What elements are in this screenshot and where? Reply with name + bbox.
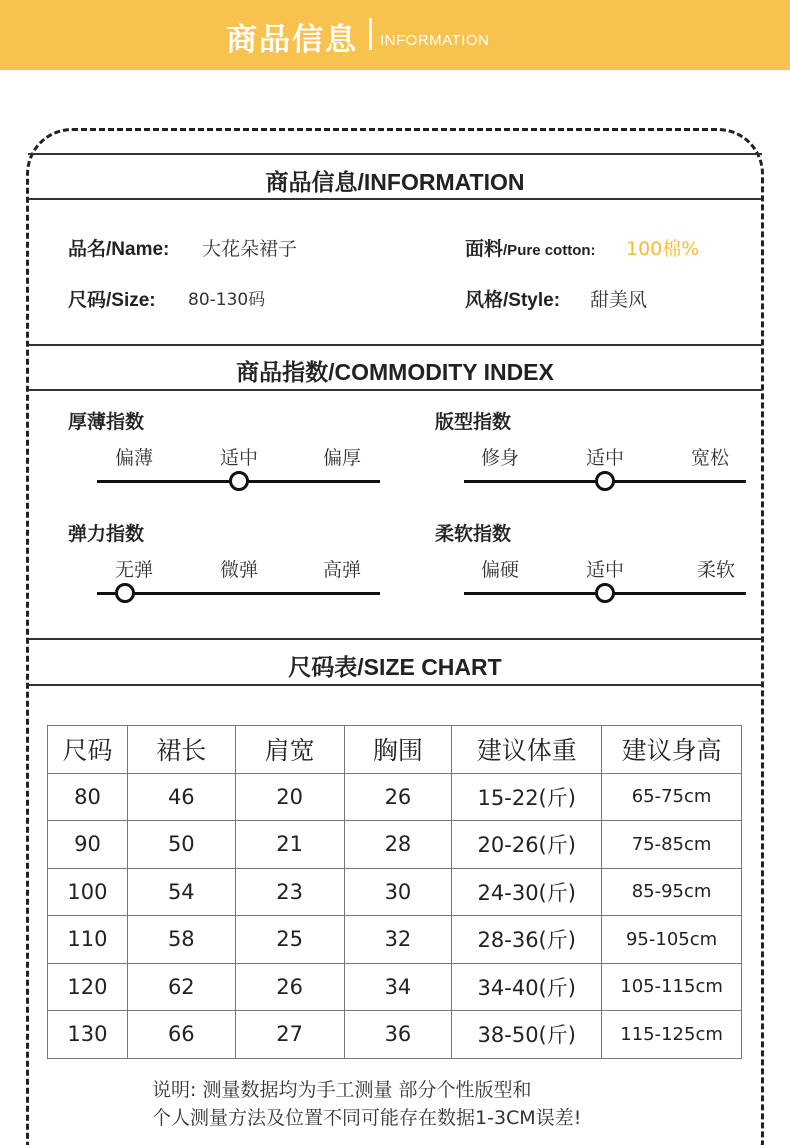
- index-slider-knob: [595, 583, 615, 603]
- section-divider: [28, 344, 762, 346]
- table-cell: 95-105cm: [602, 916, 742, 964]
- table-row: [48, 1011, 742, 1059]
- section-divider: [28, 153, 762, 155]
- table-cell: 38-50(斤): [452, 1011, 602, 1059]
- table-header-cell: 裙长: [127, 726, 235, 774]
- index-option: 柔软: [696, 559, 735, 581]
- table-cell: 46: [127, 773, 235, 821]
- table-header-cell: 胸围: [344, 726, 452, 774]
- banner-title: 商品信息: [226, 22, 358, 58]
- table-cell: 80: [48, 773, 128, 821]
- header-banner: [0, 0, 790, 70]
- section-divider: [28, 198, 762, 200]
- table-cell: 62: [127, 963, 235, 1011]
- table-cell: 54: [127, 868, 235, 916]
- index-option: 适中: [585, 559, 624, 581]
- table-cell: 15-22(斤): [452, 773, 602, 821]
- note-line-2: 个人测量方法及位置不同可能存在数据1-3CM误差!: [152, 1107, 582, 1129]
- table-cell: 30: [344, 868, 452, 916]
- name-value: 大花朵裙子: [202, 238, 298, 260]
- banner-subtitle: INFORMATION: [380, 32, 490, 49]
- table-cell: 27: [235, 1011, 344, 1059]
- table-cell: 36: [344, 1011, 452, 1059]
- section-divider: [28, 389, 762, 391]
- index-title: 柔软指数: [435, 523, 512, 545]
- section-divider: [28, 638, 762, 640]
- index-title: 版型指数: [435, 411, 512, 433]
- table-cell: 75-85cm: [602, 821, 742, 869]
- table-header-cell: 肩宽: [235, 726, 344, 774]
- name-label: 品名/Name:: [68, 239, 170, 260]
- table-cell: 24-30(斤): [452, 868, 602, 916]
- table-cell: 65-75cm: [602, 773, 742, 821]
- index-option: 无弹: [114, 559, 153, 581]
- style-value: 甜美风: [590, 289, 648, 311]
- index-option: 高弹: [322, 559, 361, 581]
- index-option: 偏硬: [480, 559, 519, 581]
- table-cell: 20-26(斤): [452, 821, 602, 869]
- table-cell: 105-115cm: [602, 963, 742, 1011]
- table-header-cell: 建议身高: [602, 726, 742, 774]
- fabric-label: [465, 234, 596, 261]
- index-option: 微弹: [219, 559, 258, 581]
- index-option: 适中: [585, 447, 624, 469]
- table-cell: 85-95cm: [602, 868, 742, 916]
- table-row: [48, 916, 742, 964]
- fabric-label-main: 面料: [465, 239, 504, 260]
- table-cell: 26: [344, 773, 452, 821]
- table-cell: 130: [48, 1011, 128, 1059]
- fabric-value: 100棉%: [626, 238, 700, 260]
- table-row: [48, 963, 742, 1011]
- section-title-commodity-index: 商品指数/COMMODITY INDEX: [236, 359, 554, 385]
- table-header-cell: 尺码: [48, 726, 128, 774]
- table-cell: 66: [127, 1011, 235, 1059]
- fabric-label-sub: /Pure cotton:: [503, 242, 596, 259]
- index-option: 适中: [219, 447, 258, 469]
- index-slider-track: [97, 592, 380, 595]
- table-cell: 23: [235, 868, 344, 916]
- index-title: 厚薄指数: [68, 411, 145, 433]
- table-row: [48, 773, 742, 821]
- style-label: 风格/Style:: [465, 290, 561, 311]
- table-cell: 100: [48, 868, 128, 916]
- table-cell: 50: [127, 821, 235, 869]
- table-cell: 26: [235, 963, 344, 1011]
- section-title-size-chart: 尺码表/SIZE CHART: [288, 654, 502, 680]
- table-row: [48, 821, 742, 869]
- section-divider: [28, 684, 762, 686]
- index-option: 修身: [480, 447, 519, 469]
- size-value: 80-130码: [188, 290, 266, 310]
- table-cell: 34: [344, 963, 452, 1011]
- section-title-information: 商品信息/INFORMATION: [265, 169, 525, 195]
- size-chart-table: [47, 725, 742, 1059]
- table-cell: 115-125cm: [602, 1011, 742, 1059]
- table-cell: 120: [48, 963, 128, 1011]
- table-cell: 21: [235, 821, 344, 869]
- index-title: 弹力指数: [68, 523, 145, 545]
- table-cell: 25: [235, 916, 344, 964]
- table-header-cell: 建议体重: [452, 726, 602, 774]
- table-cell: 110: [48, 916, 128, 964]
- index-slider-knob: [595, 471, 615, 491]
- size-label: 尺码/Size:: [68, 290, 156, 311]
- index-slider-knob: [229, 471, 249, 491]
- table-cell: 32: [344, 916, 452, 964]
- index-option: 偏薄: [114, 447, 153, 469]
- table-cell: 90: [48, 821, 128, 869]
- table-cell: 20: [235, 773, 344, 821]
- table-cell: 58: [127, 916, 235, 964]
- table-cell: 34-40(斤): [452, 963, 602, 1011]
- index-option: 宽松: [690, 447, 729, 469]
- table-cell: 28-36(斤): [452, 916, 602, 964]
- table-header-row: [48, 726, 742, 774]
- banner-divider: [369, 18, 372, 50]
- index-option: 偏厚: [322, 447, 361, 469]
- table-row: [48, 868, 742, 916]
- table-cell: 28: [344, 821, 452, 869]
- note-line-1: 说明: 测量数据均为手工测量 部分个性版型和: [152, 1079, 532, 1101]
